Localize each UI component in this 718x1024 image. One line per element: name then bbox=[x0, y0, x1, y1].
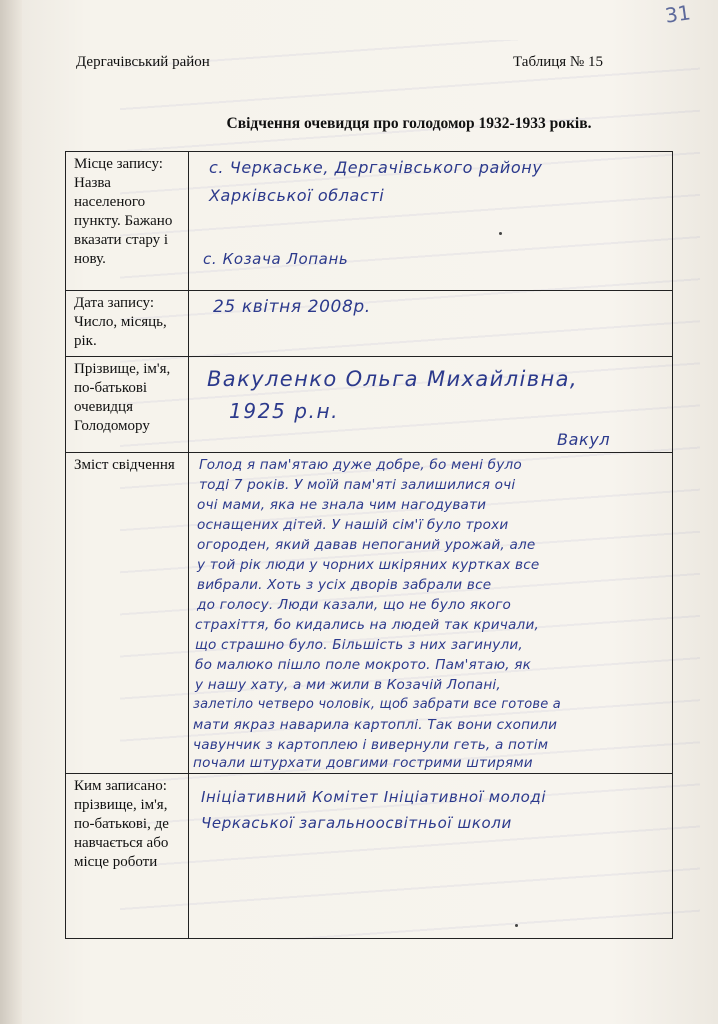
testimony-label: Зміст свідчення bbox=[66, 453, 189, 774]
ink-dot bbox=[515, 924, 518, 927]
date-value: 25 квітня 2008р. bbox=[213, 297, 371, 317]
table-number: Таблиця № 15 bbox=[513, 54, 603, 70]
testimony-line: у нашу хату, а ми жили в Козачій Лопані, bbox=[195, 677, 501, 693]
place-line-3: с. Козача Лопань bbox=[203, 250, 349, 268]
place-line-1: с. Черкаське, Дергачівського району bbox=[209, 158, 543, 177]
testimony-line: мати якраз наварила картоплі. Так вони схопили bbox=[193, 717, 558, 733]
ink-dot bbox=[499, 232, 502, 235]
testimony-line: що страшно було. Більшість з них загинули, bbox=[195, 637, 523, 653]
testimony-line: до голосу. Люди казали, що не було якого bbox=[197, 597, 512, 613]
table-row bbox=[66, 291, 673, 357]
testimony-form-table bbox=[65, 151, 673, 939]
recorded-by-line-1: Ініціативний Комітет Ініціативної молоді bbox=[201, 788, 547, 806]
testimony-line: бо малюко пішло поле мокрото. Пам'ятаю, як bbox=[195, 657, 532, 673]
testimony-line: залетіло четверо чоловік, щоб забрати все готове а bbox=[193, 697, 561, 712]
table-row bbox=[66, 357, 673, 453]
testimony-line: почали штурхати довгими гострими штирями bbox=[193, 755, 533, 771]
name-label: Прізвище, ім'я, по-батькові очевидця Голодомору bbox=[66, 357, 189, 453]
recorded-by-label: Ким записано: прізвище, ім'я, по-батькові, де навчається або місце роботи bbox=[66, 774, 189, 939]
recorded-by-line-2: Черкаської загальноосвітньої школи bbox=[201, 814, 512, 832]
testimony-line: оснащених дітей. У нашій сім'ї було трохи bbox=[197, 517, 509, 533]
testimony-line: чавунчик з картоплею і вивернули геть, а потім bbox=[193, 737, 549, 753]
name-line-2: 1925 р.н. bbox=[229, 399, 340, 423]
recorded-by-value-cell bbox=[189, 774, 673, 939]
place-label: Місце запису: Назва населеного пункту. Бажано вказати стару і нову. bbox=[66, 152, 189, 291]
testimony-line: Голод я пам'ятаю дуже добре, бо мені було bbox=[199, 457, 522, 473]
testimony-line: тоді 7 років. У моїй пам'яті залишилися очі bbox=[199, 477, 516, 493]
page-binding-shadow bbox=[0, 0, 22, 1024]
page-number: 31 bbox=[663, 0, 692, 28]
name-value-cell bbox=[189, 357, 673, 453]
name-line-1: Вакуленко Ольга Михайлівна, bbox=[207, 367, 578, 391]
table-row bbox=[66, 453, 673, 774]
date-value-cell bbox=[189, 291, 673, 357]
witness-signature: Вакул bbox=[557, 430, 611, 449]
testimony-line: у той рік люди у чорних шкіряних куртках все bbox=[197, 557, 540, 573]
testimony-line: огороден, який давав непоганий урожай, але bbox=[197, 537, 536, 553]
testimony-line: страхіття, бо кидались на людей так кричали, bbox=[195, 617, 540, 633]
testimony-line: вибрали. Хоть з усіх дворів забрали все bbox=[197, 577, 492, 593]
place-line-2: Харківської області bbox=[209, 186, 385, 205]
district-name: Дергачівський район bbox=[76, 54, 210, 70]
table-row bbox=[66, 152, 673, 291]
document-title: Свідчення очевидця про голодомор 1932-1933 років. bbox=[226, 115, 592, 132]
testimony-line: очі мами, яка не знала чим нагодувати bbox=[197, 497, 487, 513]
date-label: Дата запису: Число, місяць, рік. bbox=[66, 291, 189, 357]
table-row bbox=[66, 774, 673, 939]
testimony-value-cell bbox=[189, 453, 673, 774]
place-value-cell bbox=[189, 152, 673, 291]
